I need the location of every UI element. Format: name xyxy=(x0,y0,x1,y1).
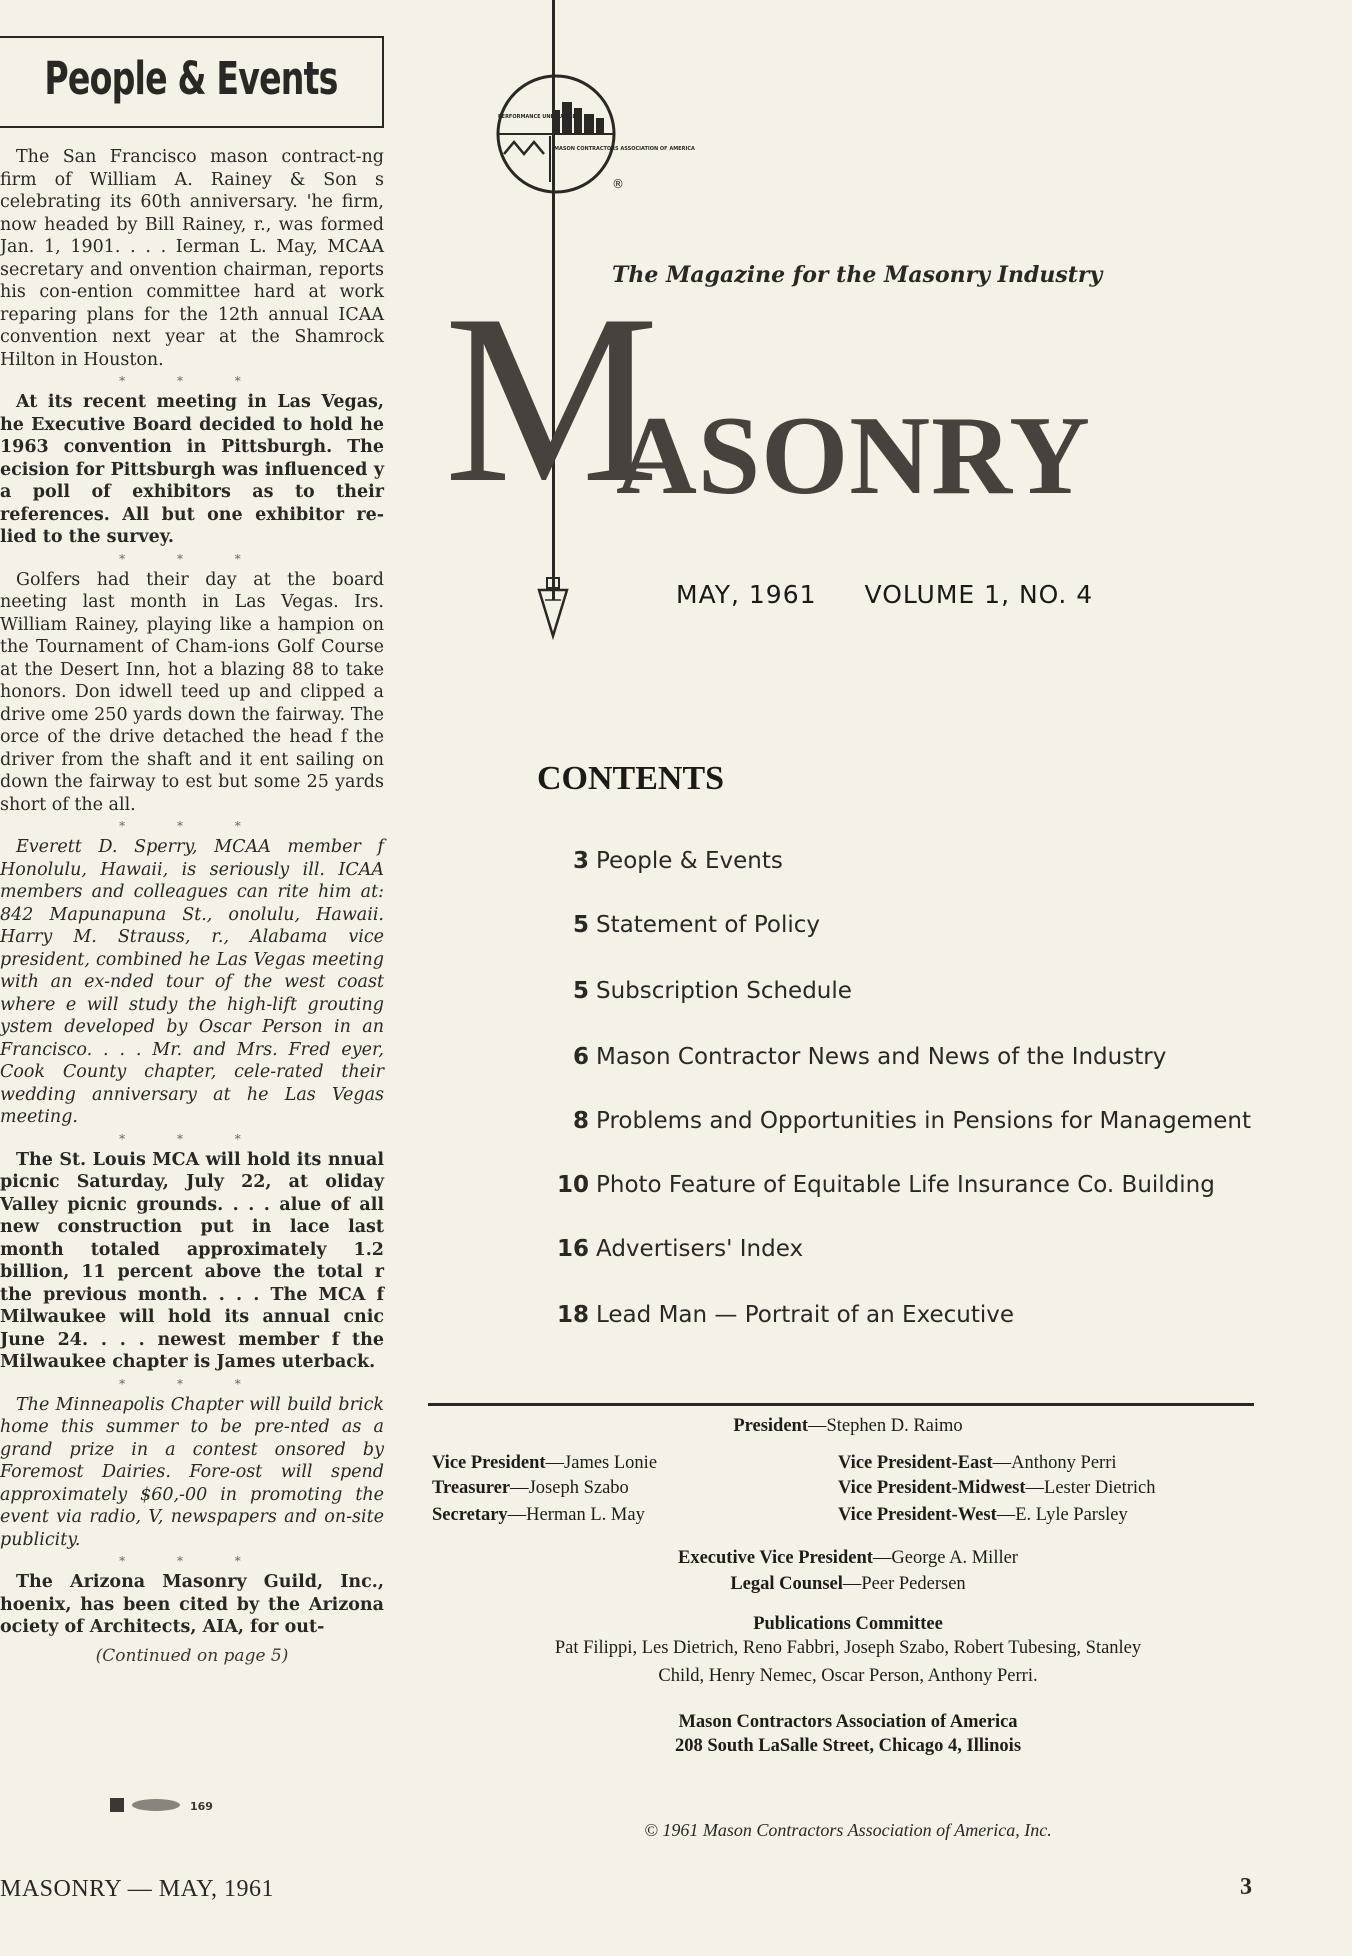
toc-title: Mason Contractor News and News of the Industry xyxy=(596,1044,1167,1070)
toc-page-number: 5 xyxy=(572,912,589,938)
separator: * * * xyxy=(119,1554,265,1568)
officer-name: —Anthony Perri xyxy=(992,1453,1117,1473)
toc-page-number: 16 xyxy=(556,1236,589,1262)
committee-heading: Publications Committee xyxy=(753,1614,943,1634)
mcaa-logo xyxy=(490,70,695,210)
toc-title: Photo Feature of Equitable Life Insurance Co. Building xyxy=(596,1172,1215,1198)
officer-name: —George A. Miller xyxy=(872,1548,1018,1568)
officer-name: —E. Lyle Parsley xyxy=(996,1505,1128,1525)
masthead-initial: M xyxy=(444,265,660,533)
page-number: 3 xyxy=(1240,1874,1252,1900)
continued-note: (Continued on page 5) xyxy=(95,1645,289,1666)
section-title: People & Events xyxy=(44,52,338,105)
news-paragraph: Everett D. Sperry, MCAA member f Honolulu, Hawaii, is seriously ill. ICAA members and colleagues can rite him at: 842 Mapunapuna St., onolulu, Hawaii. Harry M. Strauss, r., Alabama vice president, combined he Las Vegas meeting with an ex-nded tour of the west coast where e will study the high-lift grouting ystem developed by Oscar Person in an Francisco. . . . Mr. and Mrs. Fred eyer, Cook County chapter, cele-rated their wedding anniversary at he Las Vegas meeting. xyxy=(0,837,384,1127)
toc-title: Problems and Opportunities in Pensions for Management xyxy=(596,1108,1251,1134)
masthead-title: ASONRY xyxy=(616,394,1091,518)
divider xyxy=(428,1403,1254,1406)
president-line xyxy=(428,1416,1268,1437)
separator: * * * xyxy=(119,1131,265,1146)
union-label-icon xyxy=(108,1795,238,1815)
plumb-bob-icon xyxy=(535,576,571,638)
issue-date: MAY, 1961 xyxy=(676,580,817,609)
news-paragraph: At its recent meeting in Las Vegas, he Executive Board decided to hold he 1963 convention in Pittsburgh. The ecision for Pittsburgh was influenced y a poll of exhibitors as to their references. All but one exhibitor re-lied to the survey. xyxy=(0,392,384,547)
toc-page-number: 3 xyxy=(572,848,589,874)
toc-page-number: 6 xyxy=(572,1044,589,1070)
officer-row xyxy=(432,1450,657,1477)
toc-item[interactable] xyxy=(524,1108,1344,1148)
org-address: 208 South LaSalle Street, Chicago 4, Illinois xyxy=(674,1736,1022,1756)
officer-name: —Stephen D. Raimo xyxy=(808,1416,963,1436)
officer-name: —Lester Dietrich xyxy=(1025,1478,1156,1498)
officer-name: —Peer Pedersen xyxy=(842,1574,966,1594)
news-paragraph: Golfers had their day at the board neeting last month in Las Vegas. Irs. William Rainey, playing like a hampion on the Tournament of Cham-ions Golf Course at the Desert Inn, hot a blazing 88 to take honors. Don idwell teed up and clipped a drive ome 250 yards down the fairway. The orce of the drive detached the head f the driver from the shaft and it ent sailing on down the fairway to est but some 25 yards short of the all. xyxy=(0,569,384,815)
role-label: Executive Vice President xyxy=(678,1548,873,1568)
officer-row xyxy=(838,1475,1156,1502)
role-label: Secretary xyxy=(432,1505,508,1525)
toc-item[interactable] xyxy=(524,1236,1344,1276)
toc-page-number: 5 xyxy=(572,978,589,1004)
copyright-notice: © 1961 Mason Contractors Association of America, Inc. xyxy=(644,1820,1052,1840)
toc-page-number: 8 xyxy=(572,1108,589,1134)
registered-mark: ® xyxy=(612,177,624,191)
toc-item[interactable] xyxy=(524,912,1344,952)
toc-item[interactable] xyxy=(524,1044,1344,1084)
committee-members: Pat Filippi, Les Dietrich, Reno Fabbri, Joseph Szabo, Robert Tubesing, Stanley xyxy=(554,1638,1142,1658)
separator: * * * xyxy=(119,1376,265,1391)
committee-members: Child, Henry Nemec, Oscar Person, Anthony Perri. xyxy=(658,1666,1038,1686)
trowel-icon xyxy=(504,142,544,154)
org-name: Mason Contractors Association of America xyxy=(678,1712,1018,1732)
toc-item[interactable] xyxy=(524,978,1344,1018)
role-label: Vice President-East xyxy=(838,1453,993,1473)
officer-name: —James Lonie xyxy=(545,1453,658,1473)
separator: * * * xyxy=(119,374,265,388)
toc-title: Subscription Schedule xyxy=(596,978,852,1004)
officer-row xyxy=(838,1502,1128,1529)
news-text xyxy=(0,146,384,1667)
running-footer: MASONRY — MAY, 1961 xyxy=(0,1876,275,1902)
toc-item[interactable] xyxy=(524,1172,1344,1212)
toc-page-number: 10 xyxy=(556,1172,589,1198)
role-label: Vice President xyxy=(432,1453,546,1473)
officer-name: —Herman L. May xyxy=(507,1505,645,1525)
issue-volume: VOLUME 1, NO. 4 xyxy=(864,580,1094,609)
logo-left-text: PERFORMANCE UNEQUALLED xyxy=(498,114,580,120)
tagline: The Magazine for the Masonry Industry xyxy=(612,262,1103,288)
toc-title: Statement of Policy xyxy=(596,912,820,938)
toc-item[interactable] xyxy=(524,848,1344,888)
news-paragraph: The Arizona Masonry Guild, Inc., hoenix, has been cited by the Arizona ociety of Architects, AIA, for out- xyxy=(0,1572,384,1637)
toc-page-number: 18 xyxy=(556,1302,589,1328)
officer-row xyxy=(432,1502,645,1529)
toc-item[interactable] xyxy=(524,1302,1344,1342)
logo-right-text: MASON CONTRACTORS ASSOCIATION OF AMERICA xyxy=(554,146,695,152)
role-label: Legal Counsel xyxy=(730,1574,843,1594)
role-label: President xyxy=(733,1416,808,1436)
toc-title: Lead Man — Portrait of an Executive xyxy=(596,1302,1015,1328)
role-label: Vice President-West xyxy=(838,1505,997,1525)
issue-info xyxy=(676,580,1146,609)
role-label: Vice President-Midwest xyxy=(838,1478,1026,1498)
officer-name: —Joseph Szabo xyxy=(510,1478,629,1498)
toc-title: Advertisers' Index xyxy=(596,1236,804,1262)
contents-heading: CONTENTS xyxy=(537,760,725,797)
role-label: Treasurer xyxy=(432,1478,511,1498)
officer-row xyxy=(838,1450,1117,1477)
legal-counsel-line xyxy=(428,1574,1268,1595)
separator: * * * xyxy=(119,819,265,833)
news-paragraph: The St. Louis MCA will hold its nnual picnic Saturday, July 22, at oliday Valley picnic grounds. . . . alue of all new construction put in lace last month totaled approximately 1.2 billion, 11 percent above the total r the previous month. . . . The MCA f Milwaukee will hold its annual cnic June 24. . . . newest member f the Milwaukee chapter is James uterback. xyxy=(0,1149,384,1372)
toc-title: People & Events xyxy=(596,848,783,874)
news-paragraph: The San Francisco mason contract-ng firm of William A. Rainey & Son s celebrating its 60th anniversary. 'he firm, now headed by Bill Rainey, r., was formed Jan. 1, 1901. . . . Ierman L. May, MCAA secretary and onvention chairman, reports his con-ention committee hard at work reparing plans for the 12th annual ICAA convention next year at the Shamrock Hilton in Houston. xyxy=(0,147,384,370)
union-label-number: 169 xyxy=(190,1800,213,1813)
separator: * * * xyxy=(119,551,265,566)
news-paragraph: The Minneapolis Chapter will build brick home this summer to be pre-nted as a grand prize in a contest onsored by Foremost Dairies. Fore-ost will spend approximately $60,-00 in promoting the event via radio, V, newspapers and on-site publicity. xyxy=(0,1394,384,1550)
exec-vp-line xyxy=(428,1548,1268,1569)
section-title-box xyxy=(0,36,384,128)
officer-row xyxy=(432,1475,629,1502)
